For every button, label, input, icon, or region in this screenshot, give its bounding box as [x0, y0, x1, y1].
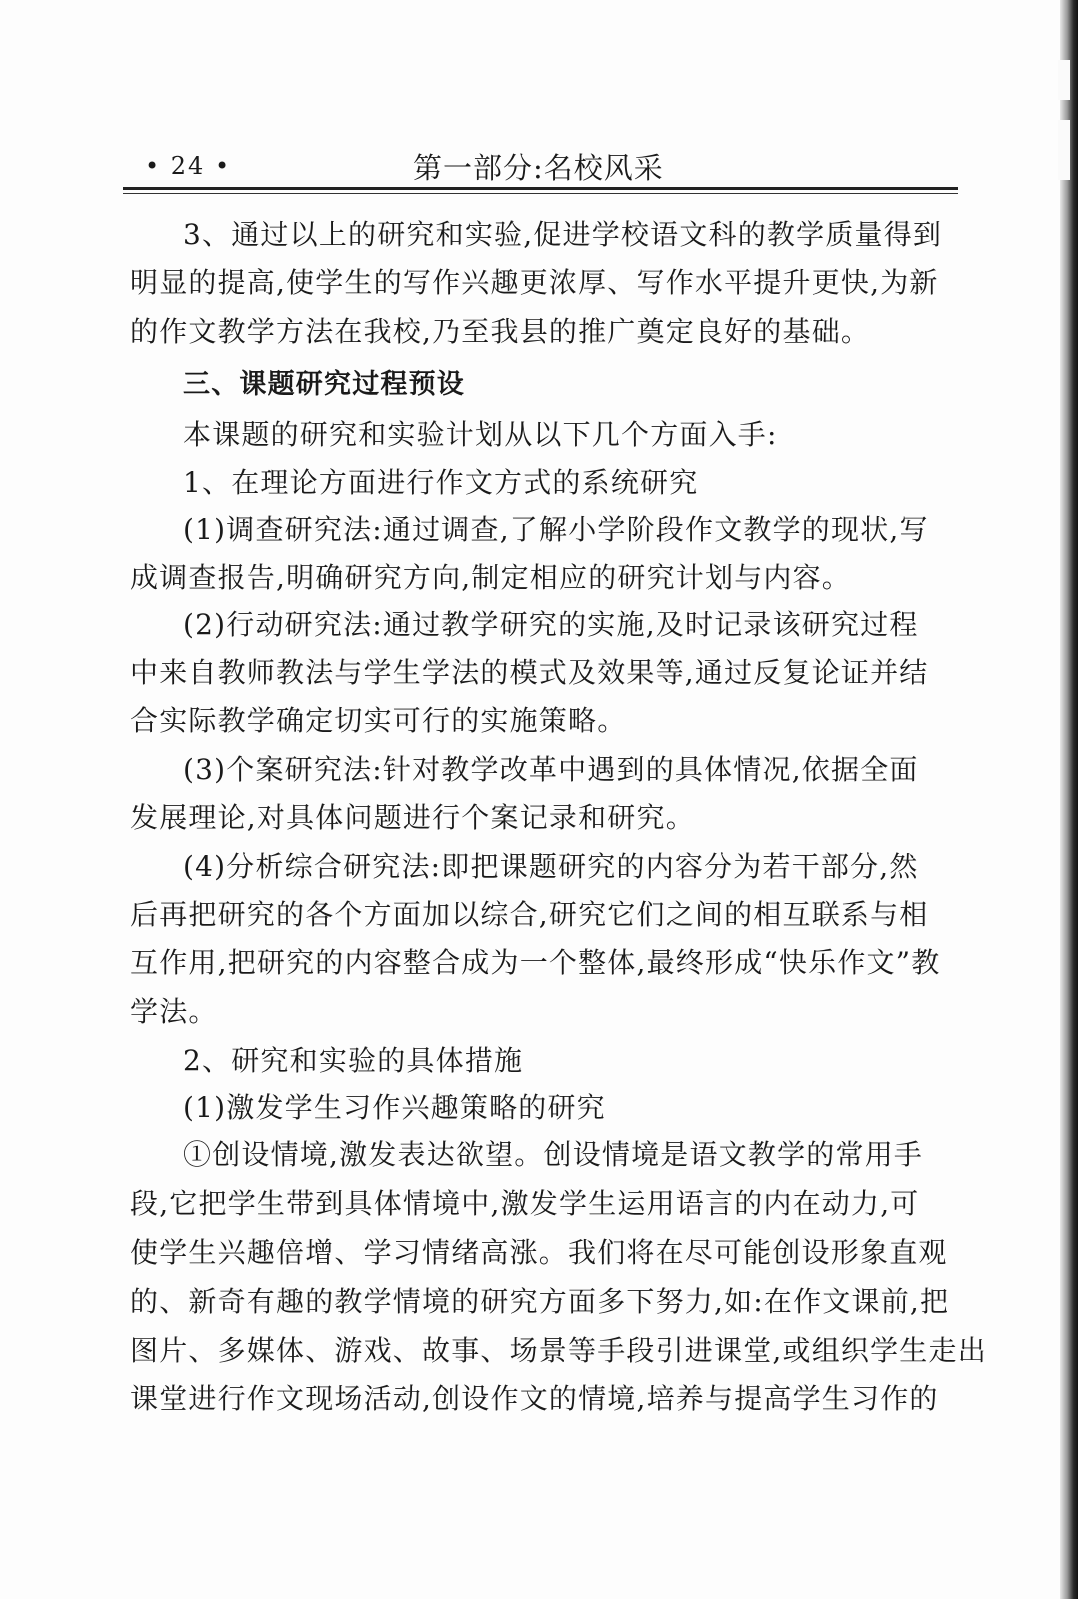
scan-edge-notch — [1058, 60, 1070, 100]
page-number: • 24 • — [145, 152, 232, 180]
scan-edge — [1060, 0, 1078, 1599]
paragraph-line: (3)个案研究法:针对教学改革中遇到的具体情况,依据全面 — [183, 753, 919, 786]
paragraph-line: ①创设情境,激发表达欲望。创设情境是语文教学的常用手 — [183, 1138, 924, 1171]
paragraph-line: 学法。 — [130, 995, 218, 1028]
paragraph-line: 中来自教师教法与学生学法的模式及效果等,通过反复论证并结 — [130, 656, 929, 689]
paragraph-line: 1、在理论方面进行作文方式的系统研究 — [183, 466, 699, 499]
paragraph-line: 成调查报告,明确研究方向,制定相应的研究计划与内容。 — [130, 561, 852, 594]
page-header — [123, 140, 958, 188]
paragraph-line: 后再把研究的各个方面加以综合,研究它们之间的相互联系与相 — [130, 898, 929, 931]
scan-edge-notch — [1058, 120, 1070, 180]
paragraph-line: 使学生兴趣倍增、学习情绪高涨。我们将在尽可能创设形象直观 — [130, 1236, 948, 1269]
paragraph-line: 3、通过以上的研究和实验,促进学校语文科的教学质量得到 — [183, 218, 943, 251]
paragraph-line: 2、研究和实验的具体措施 — [183, 1044, 524, 1077]
section-heading: 三、课题研究过程预设 — [183, 369, 465, 400]
paragraph-line: 图片、多媒体、游戏、故事、场景等手段引进课堂,或组织学生走出 — [130, 1334, 987, 1367]
paragraph-line: 段,它把学生带到具体情境中,激发学生运用语言的内在动力,可 — [130, 1187, 920, 1220]
paragraph-line: 本课题的研究和实验计划从以下几个方面入手: — [183, 418, 778, 451]
paragraph-line: 互作用,把研究的内容整合成为一个整体,最终形成“快乐作文”教 — [130, 946, 941, 979]
header-rule-thick — [123, 187, 958, 190]
paragraph-line: 的作文教学方法在我校,乃至我县的推广奠定良好的基础。 — [130, 315, 871, 348]
paragraph-line: 明显的提高,使学生的写作兴趣更浓厚、写作水平提升更快,为新 — [130, 266, 939, 299]
paragraph-line: 合实际教学确定切实可行的实施策略。 — [130, 704, 627, 737]
paragraph-line: 的、新奇有趣的教学情境的研究方面多下努力,如:在作文课前,把 — [130, 1285, 950, 1318]
paragraph-line: 发展理论,对具体问题进行个案记录和研究。 — [130, 801, 695, 834]
section-title: 第一部分:名校风采 — [413, 151, 664, 185]
paragraph-line: (2)行动研究法:通过教学研究的实施,及时记录该研究过程 — [183, 608, 919, 641]
header-rule-thin — [123, 193, 958, 194]
paragraph-line: (4)分析综合研究法:即把课题研究的内容分为若干部分,然 — [183, 850, 919, 883]
paragraph-line: (1)调查研究法:通过调查,了解小学阶段作文教学的现状,写 — [183, 513, 929, 546]
paragraph-line: 课堂进行作文现场活动,创设作文的情境,培养与提高学生习作的 — [130, 1382, 939, 1415]
paragraph-line: (1)激发学生习作兴趣策略的研究 — [183, 1091, 606, 1124]
